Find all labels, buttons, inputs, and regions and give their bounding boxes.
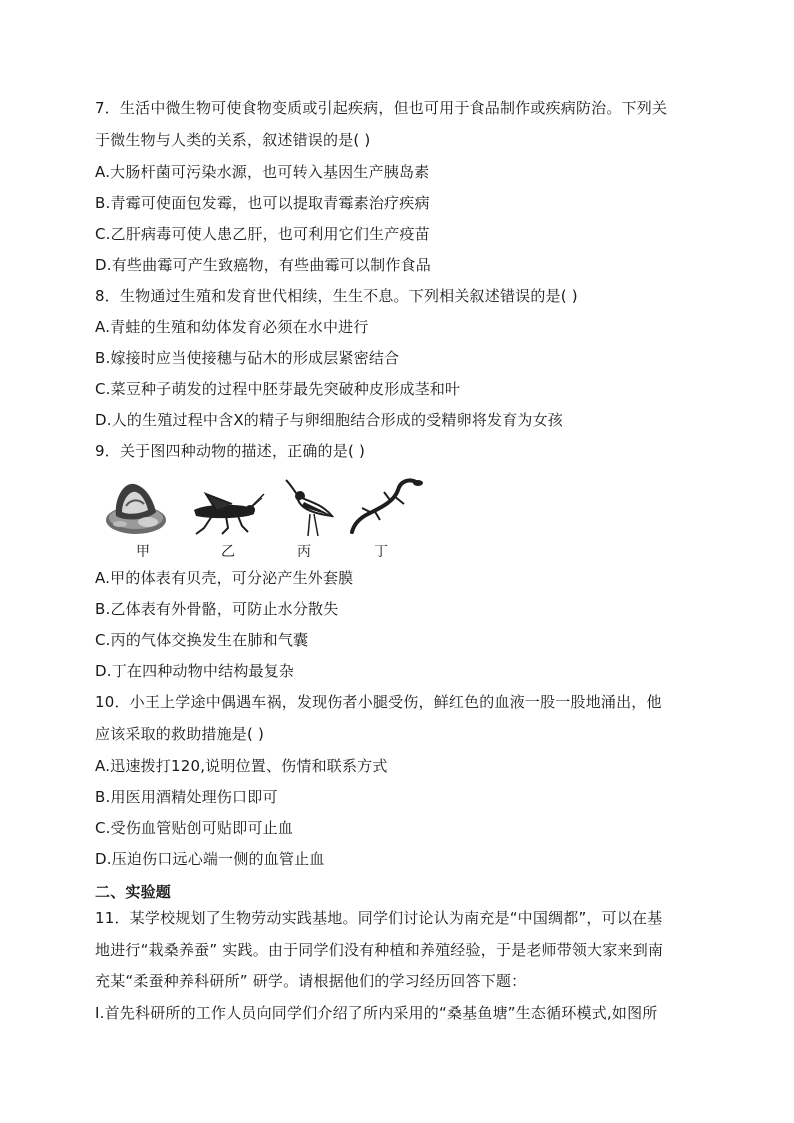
q7-stem-line1: 7．生活中微生物可使食物变质或引起疾病，但也可用于食品制作或疾病防治。下列关: [95, 99, 668, 117]
q11-stem-line1: 11．某学校规划了生物劳动实践基地。同学们讨论认为南充是“中国绸都”，可以在基: [95, 909, 663, 927]
q11-stem-line3: 充某“柔蚕种养科研所” 研学。请根据他们的学习经历回答下题：: [95, 972, 527, 990]
bird-icon: [280, 476, 336, 540]
q8-stem: 8．生物通过生殖和发育世代相续，生生不息。下列相关叙述错误的是( ): [95, 287, 578, 305]
q9-option-a: A.甲的体表有贝壳，可分泌产生外套膜: [95, 569, 354, 587]
q8-option-c: C.菜豆种子萌发的过程中胚芽最先突破种皮形成茎和叶: [95, 380, 461, 398]
q8-option-d: D.人的生殖过程中含X的精子与卵细胞结合形成的受精卵将发育为女孩: [95, 411, 563, 429]
q10-option-d: D.压迫伤口远心端一侧的血管止血: [95, 850, 325, 868]
figure-label-bing: 丙: [297, 544, 311, 560]
q10-option-a: A.迅速拨打120,说明位置、伤情和联系方式: [95, 757, 388, 775]
q10-option-b: B.用医用酒精处理伤口即可: [95, 788, 278, 806]
figure-label-yi: 乙: [221, 544, 235, 560]
q7-option-d: D.有些曲霉可产生致癌物，有些曲霉可以制作食品: [95, 256, 431, 274]
q7-option-b: B.青霉可使面包发霉，也可以提取青霉素治疗疾病: [95, 194, 430, 212]
lizard-icon: [344, 474, 424, 538]
grasshopper-icon: [186, 488, 266, 536]
q7-option-c: C.乙肝病毒可使人患乙肝，也可利用它们生产疫苗: [95, 225, 430, 243]
q10-stem-line1: 10．小王上学途中偶遇车祸，发现伤者小腿受伤，鲜红色的血液一股一股地涌出，他: [95, 693, 662, 711]
q8-option-b: B.嫁接时应当使接穗与砧木的形成层紧密结合: [95, 349, 400, 367]
shell-icon: [104, 476, 168, 538]
figure-label-jia: 甲: [136, 544, 150, 560]
q9-option-b: B.乙体表有外骨骼，可防止水分散失: [95, 600, 339, 618]
q9-option-c: C.丙的气体交换发生在肺和气囊: [95, 631, 309, 649]
figure-label-ding: 丁: [374, 544, 388, 560]
q8-option-a: A.青蛙的生殖和幼体发育必须在水中进行: [95, 318, 369, 336]
q7-stem-line2: 于微生物与人类的关系，叙述错误的是( ): [95, 131, 371, 149]
q11-part1-intro: Ⅰ.首先科研所的工作人员向同学们介绍了所内采用的“桑基鱼塘”生态循环模式,如图所: [95, 1004, 658, 1022]
animals-figure: [100, 474, 430, 564]
q7-option-a: A.大肠杆菌可污染水源，也可转入基因生产胰岛素: [95, 163, 430, 181]
q10-stem-line2: 应该采取的救助措施是( ): [95, 725, 265, 743]
q9-option-d: D.丁在四种动物中结构最复杂: [95, 662, 295, 680]
section-title-experiment: 二、实验题: [95, 883, 172, 901]
q9-stem: 9．关于图四种动物的描述，正确的是( ): [95, 442, 366, 460]
q11-stem-line2: 地进行“栽桑养蚕” 实践。由于同学们没有种植和养殖经验，于是老师带领大家来到南: [95, 941, 664, 959]
q10-option-c: C.受伤血管贴创可贴即可止血: [95, 819, 294, 837]
